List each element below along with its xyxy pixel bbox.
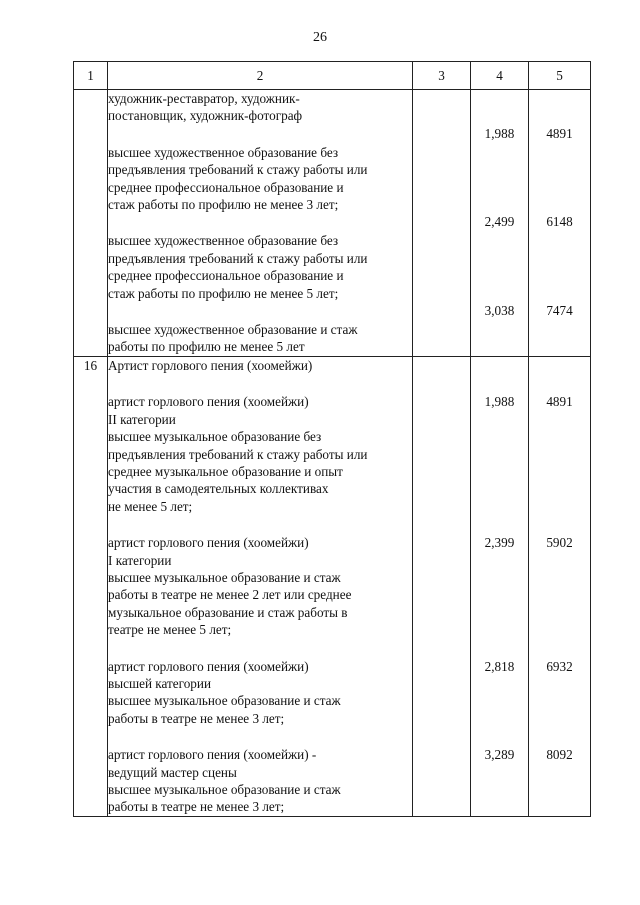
table-row: [74, 356, 591, 816]
salary-value: 6148: [546, 214, 573, 230]
position-title: Артист горлового пения (хоомейжи): [108, 357, 313, 373]
position-description: [108, 356, 413, 816]
coefficient-column: [471, 356, 529, 816]
coefficient-value: 3,289: [484, 747, 515, 763]
salary-value: 5902: [546, 535, 573, 551]
qualification-text: артист горлового пения (хоомейжи) высшей категории высшее музыкальное образование и стаж работы в театре не менее 3 лет;: [108, 658, 341, 726]
qualification-text: высшее художественное образование без предъявления требований к стажу работы или среднее профессиональное образование и стаж работы по профилю не менее 5 лет;: [108, 233, 368, 301]
coefficient-value: 3,038: [484, 303, 515, 319]
salary-column: [529, 356, 591, 816]
header-col-4: 4: [471, 62, 529, 90]
header-col-2: 2: [108, 62, 413, 90]
qualification-text: артист горлового пения (хоомейжи) - ведущий мастер сцены высшее музыкальное образование и стаж работы в театре не менее 3 лет;: [108, 747, 341, 815]
salary-value: 6932: [546, 658, 573, 674]
col-3-cell: [413, 356, 471, 816]
header-col-1: 1: [74, 62, 108, 90]
coefficient-value: 2,818: [484, 658, 515, 674]
coefficient-value: 2,499: [484, 214, 515, 230]
table-row: [74, 90, 591, 357]
salary-value: 7474: [546, 303, 573, 319]
header-col-3: 3: [413, 62, 471, 90]
qualification-text: высшее художественное образование и стаж работы по профилю не менее 5 лет: [108, 322, 358, 355]
salary-column: [529, 90, 591, 357]
salary-table: [73, 61, 591, 817]
qualification-text: артист горлового пения (хоомейжи) II категории высшее музыкальное образование без предъявления требований к стажу работы или среднее музыкальное образование и опыт участия в самодеятельных коллективах не менее 5 лет;: [108, 394, 368, 514]
salary-value: 8092: [546, 747, 573, 763]
qualification-text: артист горлового пения (хоомейжи) I категории высшее музыкальное образование и стаж работы в театре не менее 2 лет или среднее музыкальное образование и стаж работы в театре не менее 5 лет;: [108, 535, 352, 638]
coefficient-value: 2,399: [484, 535, 515, 551]
row-number: 16: [74, 356, 108, 816]
table-header-row: [74, 62, 591, 90]
page-number: 26: [313, 30, 327, 45]
coefficient-value: 1,988: [484, 394, 515, 410]
position-description: [108, 90, 413, 357]
row-number: [74, 90, 108, 357]
coefficient-value: 1,988: [484, 125, 515, 141]
coefficient-column: [471, 90, 529, 357]
salary-value: 4891: [546, 394, 573, 410]
qualification-text: высшее художественное образование без предъявления требований к стажу работы или среднее профессиональное образование и стаж работы по профилю не менее 3 лет;: [108, 144, 368, 213]
header-col-5: 5: [529, 62, 591, 90]
col-3-cell: [413, 90, 471, 357]
salary-value: 4891: [546, 125, 573, 141]
position-title: художник-реставратор, художник- постановщик, художник-фотограф: [108, 91, 303, 124]
